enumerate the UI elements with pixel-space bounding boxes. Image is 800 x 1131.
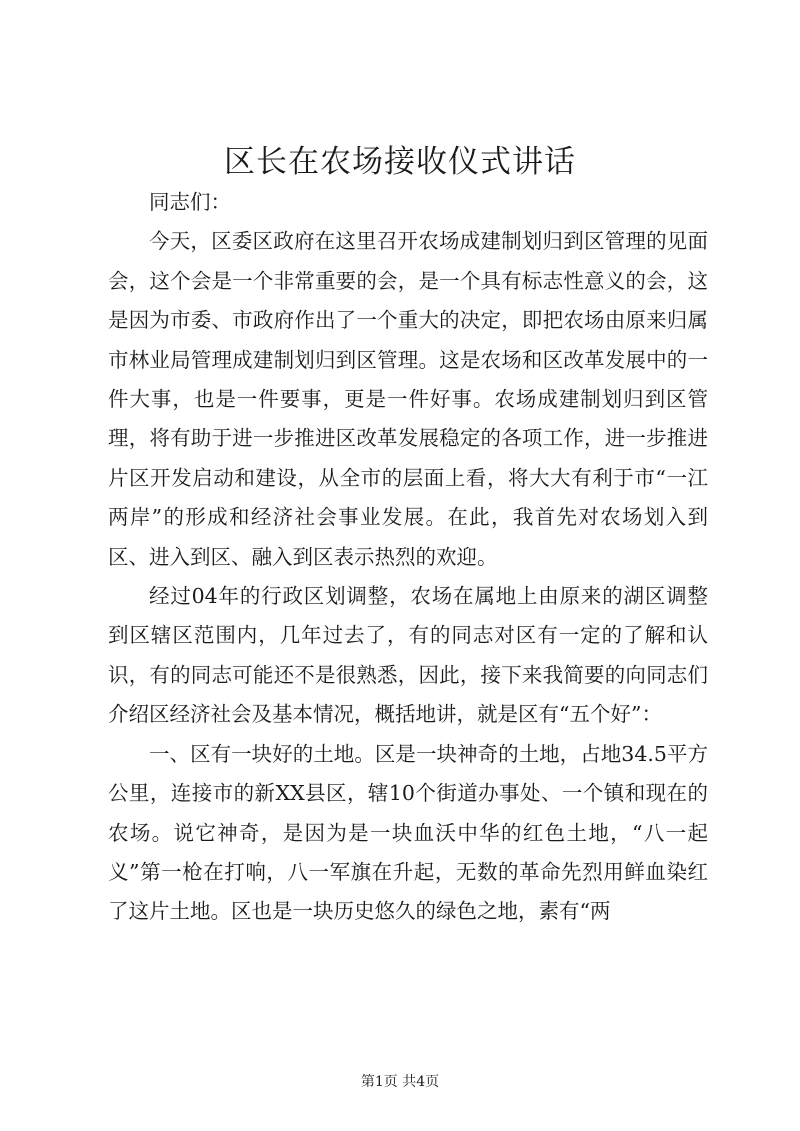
page-footer: 第1页 共4页 bbox=[360, 1074, 440, 1090]
body-paragraph: 经过04年的行政区划调整，农场在属地上由原来的湖区调整到区辖区范围内，几年过去了，有的同志对区有一定的了解和认识，有的同志可能还不是很熟悉，因此，接下来我简要的向同志们介绍区经济社会及基本情况，概括地讲，就是区有“五个好”： bbox=[108, 584, 708, 727]
document-body bbox=[108, 183, 708, 932]
document-title: 区长在农场接收仪式讲话 bbox=[224, 144, 576, 180]
body-paragraph: 一、区有一块好的土地。区是一块神奇的土地，占地34.5平方公里，连接市的新XX县区，辖10个街道办事处、一个镇和现在的农场。说它神奇，是因为是一块血沃中华的红色土地，“八一起义”第一枪在打响，八一军旗在升起，无数的革命先烈用鲜血染红了这片土地。区也是一块历史悠久的绿色之地，素有“两 bbox=[108, 741, 708, 924]
salutation-paragraph: 同志们： bbox=[149, 190, 231, 214]
body-paragraph: 今天，区委区政府在这里召开农场成建制划归到区管理的见面会，这个会是一个非常重要的会，是一个具有标志性意义的会，这是因为市委、市政府作出了一个重大的决定，即把农场由原来归属市林业局管理成建制划归到区管理。这是农场和区改革发展中的一件大事，也是一件要事，更是一件好事。农场成建制划归到区管理，将有助于进一步推进区改革发展稳定的各项工作，进一步推进片区开发启动和建设，从全市的层面上看，将大大有利于市“一江两岸”的形成和经济社会事业发展。在此，我首先对农场划入到区、进入到区、融入到区表示热烈的欢迎。 bbox=[108, 229, 708, 569]
